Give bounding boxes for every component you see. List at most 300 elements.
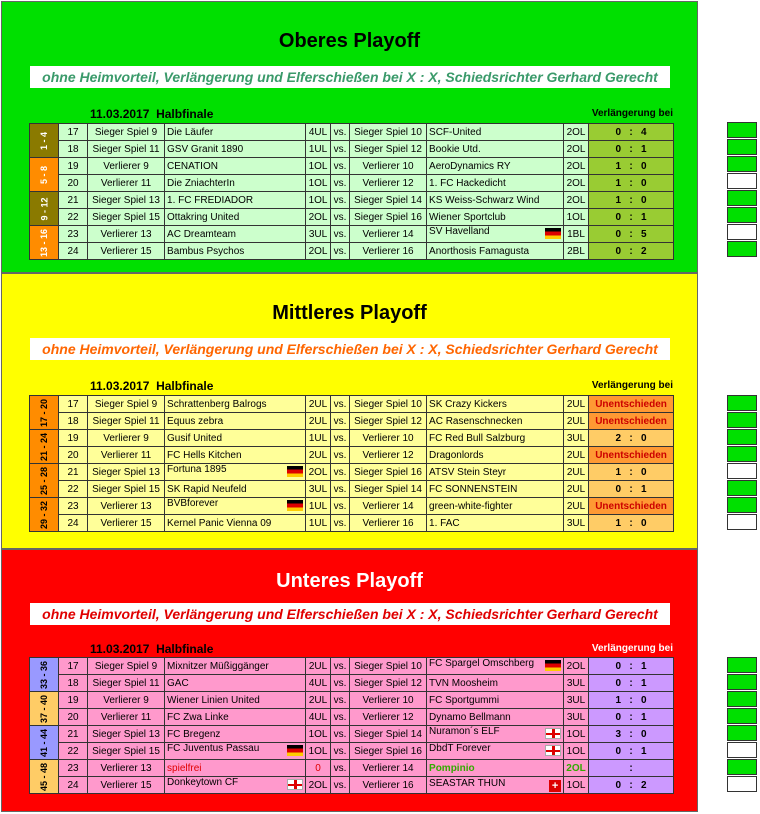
home-team: Bambus Psychos [165,243,306,260]
match-row [30,743,674,760]
match-row [30,447,674,464]
match-number: 21 [59,464,88,481]
home-league: 2OL [306,464,331,481]
away-league: 1BL [564,226,589,243]
vs-label: vs. [331,498,350,515]
away-league: 2UL [564,464,589,481]
match-score: Unentschieden [589,447,674,464]
match-row [30,226,674,243]
slot-label-away: Verlierer 14 [350,760,427,777]
slot-label-away: Verlierer 14 [350,226,427,243]
match-score: 0 : 1 [589,709,674,726]
home-league: 2OL [306,243,331,260]
extra-time-indicator [727,691,757,707]
away-team: Dragonlords [427,447,564,464]
home-team: Ottakring United [165,209,306,226]
vs-label: vs. [331,124,350,141]
home-team: SK Rapid Neufeld [165,481,306,498]
match-row [30,464,674,481]
match-score: 0 : 1 [589,675,674,692]
home-league: 4UL [306,675,331,692]
germany-flag-icon [545,228,561,242]
match-score: 0 : 2 [589,777,674,794]
unteres-playoff-section [1,549,698,812]
home-league: 2OL [306,209,331,226]
match-number: 17 [59,658,88,675]
away-league: 2OL [564,760,589,777]
vs-label: vs. [331,430,350,447]
match-number: 18 [59,141,88,158]
slot-label-home: Sieger Spiel 13 [88,726,165,743]
vs-label: vs. [331,209,350,226]
vs-label: vs. [331,158,350,175]
slot-label-away: Sieger Spiel 10 [350,658,427,675]
match-score: Unentschieden [589,498,674,515]
extra-time-label: Verlängerung bei [591,108,673,119]
match-score: 0 : 1 [589,141,674,158]
extra-time-indicator [727,725,757,741]
away-team: SCF-United [427,124,564,141]
vs-label: vs. [331,675,350,692]
home-team: 1. FC FREDIADOR [165,192,306,209]
match-score: 0 : 4 [589,124,674,141]
match-row [30,209,674,226]
match-number: 19 [59,692,88,709]
mittleres-playoff-section [1,273,698,549]
match-table [29,395,674,532]
match-row [30,658,674,675]
vs-label: vs. [331,481,350,498]
match-row [30,413,674,430]
match-number: 18 [59,675,88,692]
home-league: 4UL [306,124,331,141]
slot-label-home: Sieger Spiel 15 [88,209,165,226]
match-number: 22 [59,743,88,760]
vs-label: vs. [331,447,350,464]
slot-label-home: Verlierer 13 [88,226,165,243]
match-score: 1 : 0 [589,515,674,532]
away-team: Nuramon´s ELF [427,726,564,743]
slot-label-home: Verlierer 15 [88,777,165,794]
slot-label-home: Sieger Spiel 15 [88,481,165,498]
away-league: 2UL [564,396,589,413]
match-number: 23 [59,226,88,243]
match-row [30,243,674,260]
match-score: 0 : 2 [589,243,674,260]
away-league: 1OL [564,726,589,743]
vs-label: vs. [331,464,350,481]
slot-label-away: Sieger Spiel 14 [350,726,427,743]
switzerland-flag-icon: + [549,780,561,792]
match-number: 24 [59,243,88,260]
slot-label-home: Verlierer 9 [88,430,165,447]
slot-label-home: Sieger Spiel 13 [88,464,165,481]
home-league: 1UL [306,515,331,532]
slot-label-home: Sieger Spiel 9 [88,124,165,141]
away-league: 2OL [564,124,589,141]
rank-group-label: 17 - 20 [30,396,59,430]
slot-label-away: Verlierer 16 [350,243,427,260]
match-number: 19 [59,158,88,175]
home-team: Die Läufer [165,124,306,141]
home-league: 1OL [306,192,331,209]
match-number: 17 [59,124,88,141]
slot-label-home: Verlierer 13 [88,760,165,777]
extra-time-indicator [727,122,757,138]
away-team: green-white-fighter [427,498,564,515]
slot-label-away: Sieger Spiel 14 [350,192,427,209]
away-team: ATSV Stein Steyr [427,464,564,481]
home-team: Schrattenberg Balrogs [165,396,306,413]
extra-time-indicator [727,429,757,445]
section-subtitle: ohne Heimvorteil, Verlängerung und Elferschießen bei X : X, Schiedsrichter Gerhard Gerecht [30,603,670,625]
match-row [30,675,674,692]
match-number: 20 [59,447,88,464]
away-team: 1. FC Hackedicht [427,175,564,192]
match-score: 1 : 0 [589,464,674,481]
home-team: spielfrei [165,760,306,777]
away-league: 1OL [564,209,589,226]
home-team: Wiener Linien United [165,692,306,709]
match-row [30,430,674,447]
extra-time-label: Verlängerung bei [591,643,673,654]
match-number: 24 [59,515,88,532]
vs-label: vs. [331,396,350,413]
match-row [30,692,674,709]
home-league: 3UL [306,481,331,498]
slot-label-away: Sieger Spiel 14 [350,481,427,498]
extra-time-indicator [727,708,757,724]
home-league: 2UL [306,692,331,709]
slot-label-away: Sieger Spiel 12 [350,413,427,430]
extra-time-indicator [727,497,757,513]
slot-label-away: Sieger Spiel 16 [350,209,427,226]
date-round-header: 11.03.2017 Halbfinale [90,379,214,393]
away-team: AeroDynamics RY [427,158,564,175]
away-team: SV Havelland [427,226,564,243]
match-score: 0 : 1 [589,209,674,226]
extra-time-indicator [727,514,757,530]
match-row [30,498,674,515]
home-league: 1OL [306,743,331,760]
england-flag-icon [287,779,303,793]
slot-label-away: Sieger Spiel 10 [350,124,427,141]
home-league: 4UL [306,709,331,726]
extra-time-indicator [727,173,757,189]
away-league: 2OL [564,158,589,175]
away-league: 2OL [564,141,589,158]
slot-label-home: Sieger Spiel 11 [88,413,165,430]
away-team: Bookie Utd. [427,141,564,158]
match-number: 18 [59,413,88,430]
away-league: 2UL [564,481,589,498]
vs-label: vs. [331,413,350,430]
home-league: 1OL [306,726,331,743]
match-row [30,709,674,726]
home-team: FC Bregenz [165,726,306,743]
vs-label: vs. [331,726,350,743]
match-number: 19 [59,430,88,447]
rank-group-label: 21 - 24 [30,430,59,464]
away-league: 2UL [564,413,589,430]
match-number: 21 [59,192,88,209]
match-score: 1 : 0 [589,158,674,175]
vs-label: vs. [331,777,350,794]
slot-label-home: Verlierer 15 [88,515,165,532]
match-row [30,481,674,498]
germany-flag-icon [287,500,303,514]
slot-label-away: Verlierer 12 [350,709,427,726]
vs-label: vs. [331,709,350,726]
rank-group-label: 41 - 44 [30,726,59,760]
home-team: FC Zwa Linke [165,709,306,726]
slot-label-home: Verlierer 11 [88,447,165,464]
away-team: TVN Moosheim [427,675,564,692]
slot-label-away: Verlierer 16 [350,777,427,794]
home-team: GAC [165,675,306,692]
home-team: AC Dreamteam [165,226,306,243]
away-league: 3UL [564,430,589,447]
away-team: FC Sportgummi [427,692,564,709]
home-league: 1OL [306,175,331,192]
match-score: 3 : 0 [589,726,674,743]
date-round-header: 11.03.2017 Halbfinale [90,107,214,121]
match-row [30,141,674,158]
away-team: Pompinio [427,760,564,777]
match-number: 20 [59,175,88,192]
home-league: 2UL [306,396,331,413]
away-league: 2UL [564,498,589,515]
rank-group-label: 5 - 8 [30,158,59,192]
slot-label-home: Verlierer 11 [88,709,165,726]
away-team: SEASTAR THUN + [427,777,564,794]
match-number: 22 [59,209,88,226]
slot-label-home: Sieger Spiel 9 [88,658,165,675]
extra-time-indicator [727,241,757,257]
rank-group-label: 13 - 16 [30,226,59,260]
home-team: FC Hells Kitchen [165,447,306,464]
match-row [30,396,674,413]
away-league: 1OL [564,777,589,794]
home-team: CENATION [165,158,306,175]
slot-label-away: Verlierer 10 [350,692,427,709]
home-team: Donkeytown CF [165,777,306,794]
vs-label: vs. [331,192,350,209]
rank-group-label: 9 - 12 [30,192,59,226]
slot-label-away: Verlierer 12 [350,447,427,464]
match-row [30,515,674,532]
away-team: AC Rasenschnecken [427,413,564,430]
section-title: Unteres Playoff [276,570,423,592]
slot-label-away: Verlierer 10 [350,158,427,175]
away-league: 2OL [564,175,589,192]
match-row [30,760,674,777]
extra-time-indicator [727,207,757,223]
away-team: DbdT Forever [427,743,564,760]
away-team: FC SONNENSTEIN [427,481,564,498]
slot-label-away: Sieger Spiel 10 [350,396,427,413]
slot-label-home: Verlierer 9 [88,692,165,709]
extra-time-indicator [727,480,757,496]
match-row [30,124,674,141]
rank-group-label: 37 - 40 [30,692,59,726]
away-team: Dynamo Bellmann [427,709,564,726]
extra-time-indicator [727,776,757,792]
away-league: 3UL [564,675,589,692]
match-score: Unentschieden [589,396,674,413]
home-team: BVBforever [165,498,306,515]
match-number: 24 [59,777,88,794]
match-number: 23 [59,760,88,777]
match-number: 20 [59,709,88,726]
england-flag-icon [545,728,561,742]
home-team: FC Juventus Passau [165,743,306,760]
away-league: 2OL [564,658,589,675]
home-league: 1OL [306,158,331,175]
extra-time-indicator [727,674,757,690]
away-league: 3UL [564,692,589,709]
vs-label: vs. [331,243,350,260]
away-team: FC Red Bull Salzburg [427,430,564,447]
home-team: Mixnitzer Müßiggänger [165,658,306,675]
match-score: 2 : 0 [589,430,674,447]
extra-time-indicator [727,759,757,775]
away-team: 1. FAC [427,515,564,532]
home-team: GSV Granit 1890 [165,141,306,158]
slot-label-away: Verlierer 12 [350,175,427,192]
extra-time-indicator [727,395,757,411]
match-number: 23 [59,498,88,515]
away-team: Anorthosis Famagusta [427,243,564,260]
match-row [30,726,674,743]
slot-label-home: Verlierer 15 [88,243,165,260]
extra-time-indicator [727,446,757,462]
away-league: 3UL [564,515,589,532]
slot-label-away: Verlierer 10 [350,430,427,447]
home-league: 1UL [306,430,331,447]
match-table [29,123,674,260]
germany-flag-icon [287,466,303,480]
away-team: FC Spargel Omschberg [427,658,564,675]
section-subtitle: ohne Heimvorteil, Verlängerung und Elferschießen bei X : X, Schiedsrichter Gerhard Gerecht [30,338,670,360]
match-score: Unentschieden [589,413,674,430]
rank-group-label: 29 - 32 [30,498,59,532]
slot-label-away: Verlierer 16 [350,515,427,532]
slot-label-home: Verlierer 11 [88,175,165,192]
match-score: : [589,760,674,777]
away-team: KS Weiss-Schwarz Wind [427,192,564,209]
home-league: 2OL [306,777,331,794]
match-number: 17 [59,396,88,413]
match-score: 0 : 1 [589,658,674,675]
match-row [30,175,674,192]
slot-label-away: Sieger Spiel 12 [350,675,427,692]
slot-label-home: Verlierer 13 [88,498,165,515]
away-league: 2BL [564,243,589,260]
extra-time-indicator [727,742,757,758]
home-league: 1UL [306,141,331,158]
vs-label: vs. [331,175,350,192]
vs-label: vs. [331,743,350,760]
match-score: 0 : 5 [589,226,674,243]
vs-label: vs. [331,658,350,675]
slot-label-home: Verlierer 9 [88,158,165,175]
vs-label: vs. [331,760,350,777]
home-team: Gusif United [165,430,306,447]
match-number: 21 [59,726,88,743]
match-row [30,192,674,209]
extra-time-indicator [727,412,757,428]
away-league: 1OL [564,743,589,760]
home-league: 0 [306,760,331,777]
extra-time-indicator [727,156,757,172]
match-row [30,158,674,175]
rank-group-label: 45 - 48 [30,760,59,794]
extra-time-label: Verlängerung bei [591,380,673,391]
vs-label: vs. [331,141,350,158]
vs-label: vs. [331,692,350,709]
home-league: 2UL [306,658,331,675]
england-flag-icon [545,745,561,759]
vs-label: vs. [331,226,350,243]
match-table [29,657,674,794]
extra-time-indicator [727,463,757,479]
germany-flag-icon [287,745,303,759]
germany-flag-icon [545,660,561,674]
slot-label-away: Verlierer 14 [350,498,427,515]
home-team: Die ZniachterIn [165,175,306,192]
home-team: Equus zebra [165,413,306,430]
section-subtitle: ohne Heimvorteil, Verlängerung und Elferschießen bei X : X, Schiedsrichter Gerhard Gerecht [30,66,670,88]
extra-time-indicator [727,224,757,240]
section-title: Oberes Playoff [278,30,421,52]
rank-group-label: 33 - 36 [30,658,59,692]
match-score: 1 : 0 [589,192,674,209]
away-team: SK Crazy Kickers [427,396,564,413]
away-team: Wiener Sportclub [427,209,564,226]
slot-label-home: Sieger Spiel 13 [88,192,165,209]
rank-group-label: 1 - 4 [30,124,59,158]
match-score: 1 : 0 [589,175,674,192]
slot-label-home: Sieger Spiel 9 [88,396,165,413]
extra-time-indicator [727,190,757,206]
section-title: Mittleres Playoff [272,302,427,324]
home-league: 2UL [306,413,331,430]
match-score: 1 : 0 [589,692,674,709]
match-row [30,777,674,794]
extra-time-indicator [727,657,757,673]
slot-label-home: Sieger Spiel 11 [88,675,165,692]
home-team: Fortuna 1895 [165,464,306,481]
date-round-header: 11.03.2017 Halbfinale [90,642,214,656]
match-number: 22 [59,481,88,498]
slot-label-away: Sieger Spiel 12 [350,141,427,158]
vs-label: vs. [331,515,350,532]
oberes-playoff-section [1,1,698,273]
slot-label-away: Sieger Spiel 16 [350,464,427,481]
slot-label-away: Sieger Spiel 16 [350,743,427,760]
extra-time-indicator [727,139,757,155]
slot-label-home: Sieger Spiel 15 [88,743,165,760]
away-league: 3UL [564,709,589,726]
home-league: 1UL [306,498,331,515]
slot-label-home: Sieger Spiel 11 [88,141,165,158]
match-score: 0 : 1 [589,481,674,498]
away-league: 2OL [564,192,589,209]
away-league: 2UL [564,447,589,464]
home-league: 3UL [306,226,331,243]
home-league: 2UL [306,447,331,464]
